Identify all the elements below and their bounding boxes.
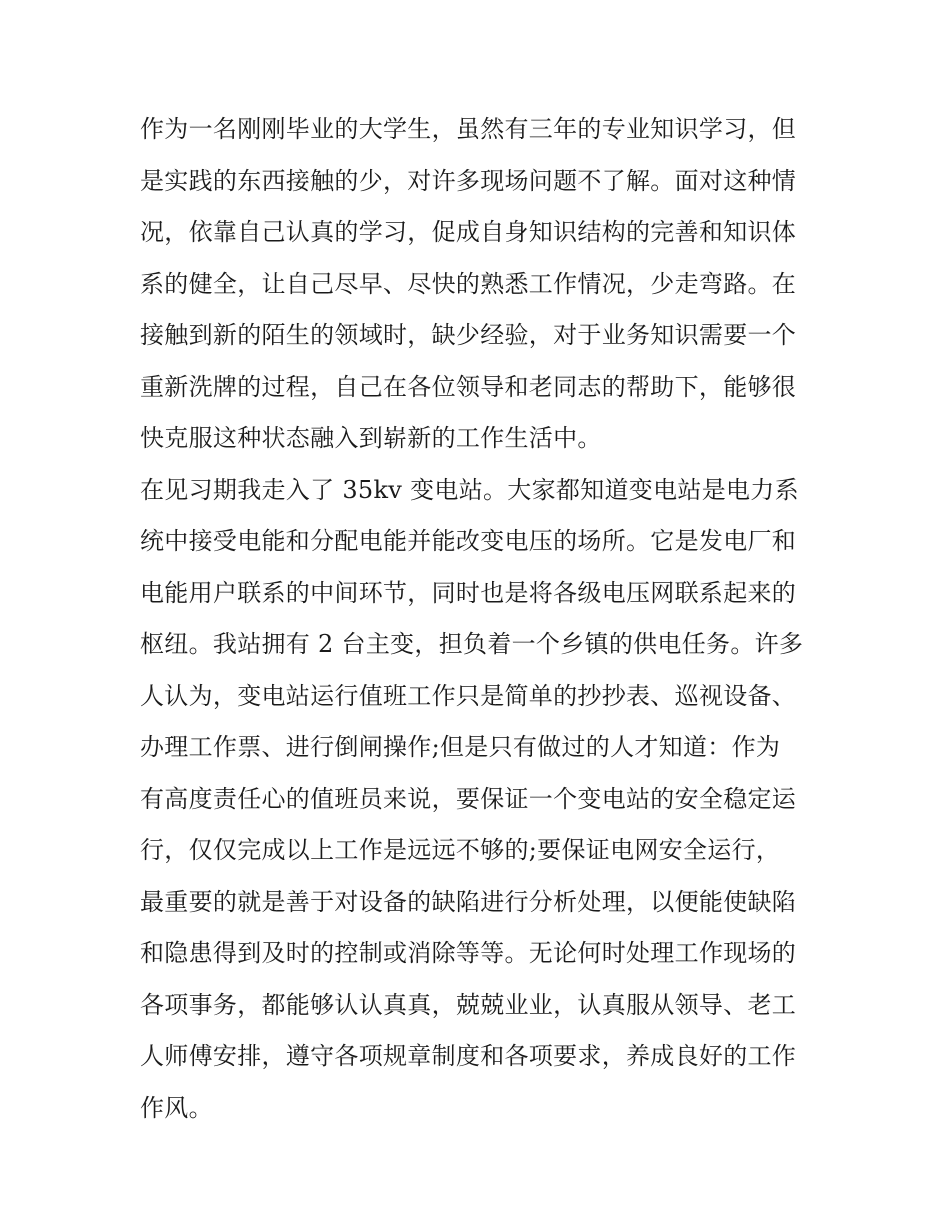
paragraph-2 xyxy=(140,465,820,1135)
text-line: 快克服这种状态融入到崭新的工作生活中。 xyxy=(140,424,602,452)
text-line: 办理工作票、进行倒闸操作;但是只有做过的人才知道：作为 xyxy=(140,733,781,761)
text-line: 重新洗牌的过程，自己在各位领导和老同志的帮助下，能够很 xyxy=(140,372,797,401)
text-line: 人认为，变电站运行值班工作只是简单的抄抄表、巡视设备、 xyxy=(140,681,797,710)
text-line: 在见习期我走入了 35kv 变电站。大家都知道变电站是电力系 xyxy=(140,475,799,504)
text-line: 作为一名刚刚毕业的大学生，虽然有三年的专业知识学习，但 xyxy=(140,115,797,143)
text-line: 枢纽。我站拥有 2 台主变，担负着一个乡镇的供电任务。许多 xyxy=(140,630,804,658)
text-line: 有高度责任心的值班员来说，要保证一个变电站的安全稳定运 xyxy=(140,784,797,813)
text-line: 统中接受电能和分配电能并能改变电压的场所。它是发电厂和 xyxy=(140,527,797,555)
text-line: 最重要的就是善于对设备的缺陷进行分析处理，以便能使缺陷 xyxy=(140,887,797,916)
text-line: 人师傅安排，遵守各项规章制度和各项要求，养成良好的工作 xyxy=(140,1042,797,1070)
paragraph-1 xyxy=(140,104,820,465)
document-body xyxy=(140,104,820,1134)
text-line: 行，仅仅完成以上工作是远远不够的;要保证电网安全运行， xyxy=(140,836,781,864)
text-line: 接触到新的陌生的领域时，缺少经验，对于业务知识需要一个 xyxy=(140,321,797,349)
text-line: 和隐患得到及时的控制或消除等等。无论何时处理工作现场的 xyxy=(140,939,797,967)
text-line: 各项事务，都能够认认真真，兢兢业业，认真服从领导、老工 xyxy=(140,990,797,1019)
text-line: 作风。 xyxy=(140,1093,213,1122)
text-line: 况，依靠自己认真的学习，促成自身知识结构的完善和知识体 xyxy=(140,218,797,246)
text-line: 系的健全，让自己尽早、尽快的熟悉工作情况，少走弯路。在 xyxy=(140,269,797,298)
text-line: 电能用户联系的中间环节，同时也是将各级电压网联系起来的 xyxy=(140,578,797,607)
text-line: 是实践的东西接触的少，对许多现场问题不了解。面对这种情 xyxy=(140,166,797,195)
